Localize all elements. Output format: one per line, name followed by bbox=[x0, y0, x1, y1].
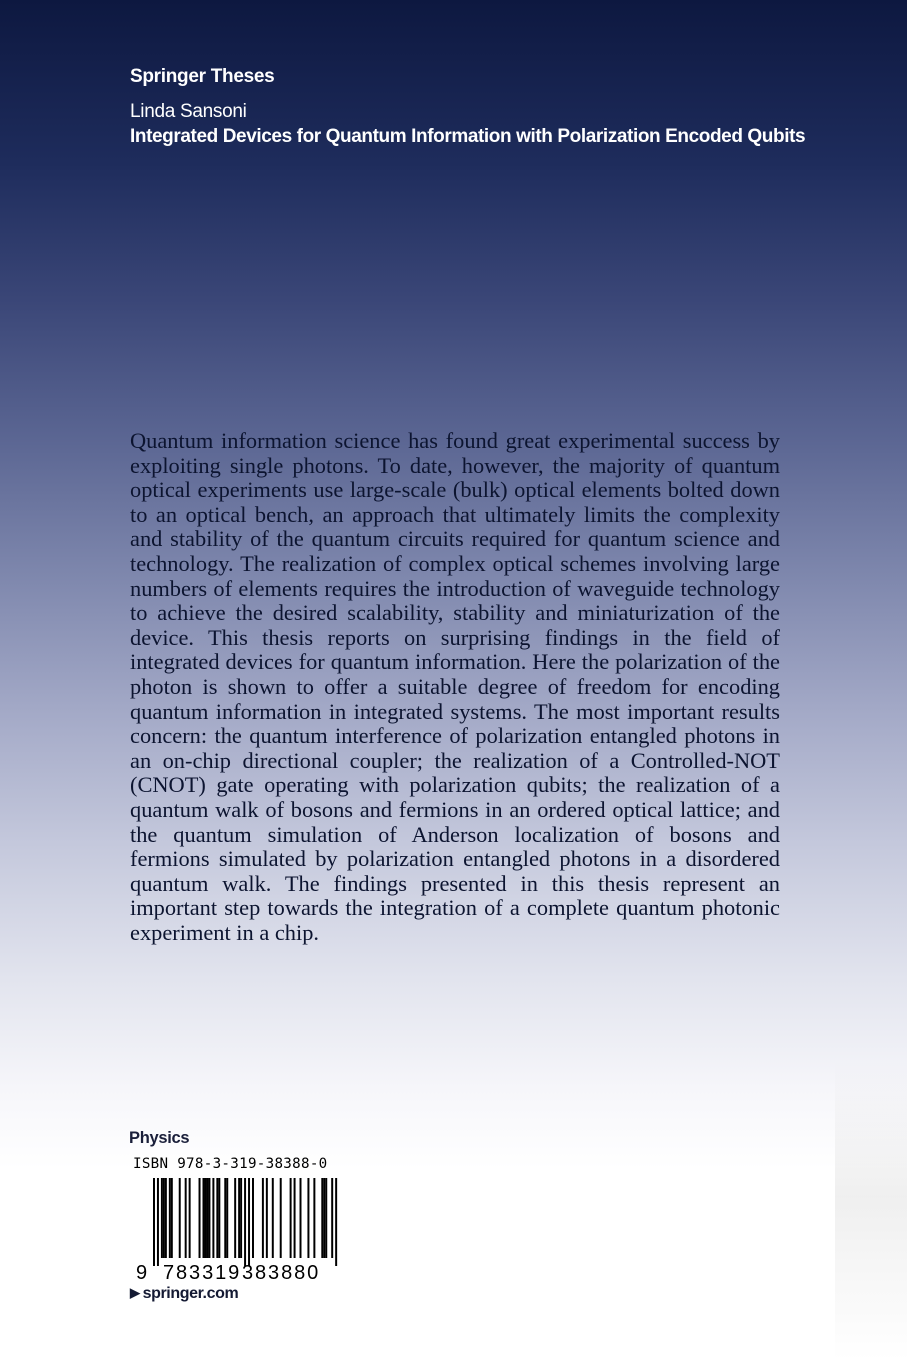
barcode-bar bbox=[238, 1178, 240, 1258]
abstract-text: Quantum information science has found great experimental success by exploiting single photons. To date, however, the majority of quantum optical experiments use large-scale (bulk) optical elements bolted down to an optical bench, an approach that ultimately limits the complexity and stability of the quantum circuits required for quantum science and technology. The realization of complex optical schemes involving large numbers of elements requires the introduction of waveguide technology to achieve the desired scalability, stability and miniaturization of the device. This thesis reports on surprising findings in the field of integrated devices for quantum information. Here the polarization of the photon is shown to offer a suitable degree of freedom for encoding quantum information in integrated systems. The most important results concern: the quantum interference of polarization entangled photons in an on-chip directional coupler; the realization of a Controlled-NOT (CNOT) gate operating with polarization qubits; the realization of a quantum walk of bosons and fermions in an ordered optical lattice; and the quantum simulation of Anderson localization of bosons and fermions simulated by polarization entangled photons in a disordered quantum walk. The findings presented in this thesis represent an important step towards the integration of a complete quantum photonic experiment in a chip. bbox=[130, 428, 780, 945]
barcode-bar bbox=[224, 1178, 226, 1258]
isbn-label: ISBN 978-3-319-38388-0 bbox=[133, 1156, 328, 1172]
website-link[interactable] bbox=[130, 1285, 238, 1303]
barcode-bar bbox=[157, 1178, 159, 1266]
barcode-bar bbox=[218, 1178, 220, 1258]
barcode-bar bbox=[171, 1178, 173, 1258]
barcode-bar bbox=[248, 1178, 250, 1266]
barcode-bar bbox=[280, 1178, 282, 1258]
barcode-bar bbox=[169, 1178, 171, 1258]
barcode-bar bbox=[252, 1178, 254, 1258]
barcode-bar bbox=[189, 1178, 191, 1258]
barcode-right-digits: 383880 bbox=[242, 1262, 321, 1282]
barcode-bar bbox=[216, 1178, 218, 1258]
barcode-bar bbox=[244, 1178, 246, 1266]
author-name: Linda Sansoni bbox=[130, 101, 247, 122]
barcode bbox=[133, 1178, 338, 1282]
barcode-bar bbox=[226, 1178, 228, 1258]
barcode-first-digit: 9 bbox=[136, 1262, 148, 1282]
arrow-icon: ▶ bbox=[130, 1285, 140, 1300]
barcode-bar bbox=[179, 1178, 181, 1258]
barcode-bar bbox=[185, 1178, 187, 1258]
barcode-bar bbox=[313, 1178, 315, 1258]
barcode-bar bbox=[165, 1178, 167, 1258]
barcode-bar bbox=[153, 1178, 155, 1266]
barcode-bar bbox=[300, 1178, 302, 1258]
barcode-bar bbox=[262, 1178, 264, 1258]
barcode-bar bbox=[325, 1178, 327, 1258]
series-name: Springer Theses bbox=[130, 66, 275, 87]
barcode-bar bbox=[163, 1178, 165, 1258]
barcode-graphic bbox=[133, 1178, 338, 1282]
barcode-bar bbox=[321, 1178, 323, 1258]
barcode-bar bbox=[307, 1178, 309, 1258]
barcode-bar bbox=[290, 1178, 292, 1258]
barcode-left-digits: 783319 bbox=[163, 1262, 242, 1282]
barcode-bar bbox=[240, 1178, 242, 1258]
barcode-bar bbox=[199, 1178, 201, 1258]
barcode-bar bbox=[323, 1178, 325, 1258]
barcode-bar bbox=[212, 1178, 214, 1258]
website-link-text: springer.com bbox=[142, 1285, 239, 1302]
barcode-bar bbox=[161, 1178, 163, 1258]
barcode-bar bbox=[206, 1178, 208, 1258]
barcode-bar bbox=[203, 1178, 205, 1258]
barcode-bar bbox=[294, 1178, 296, 1258]
barcode-bar bbox=[331, 1178, 333, 1258]
book-title: Integrated Devices for Quantum Information with Polarization Encoded Qubits bbox=[130, 126, 806, 147]
subject-label: Physics bbox=[129, 1129, 190, 1147]
background-edge bbox=[835, 0, 907, 1360]
barcode-bar bbox=[204, 1178, 206, 1258]
barcode-bar bbox=[234, 1178, 236, 1258]
barcode-bar bbox=[272, 1178, 274, 1258]
barcode-bar bbox=[266, 1178, 268, 1258]
barcode-bar bbox=[208, 1178, 210, 1258]
barcode-bar bbox=[335, 1178, 337, 1266]
